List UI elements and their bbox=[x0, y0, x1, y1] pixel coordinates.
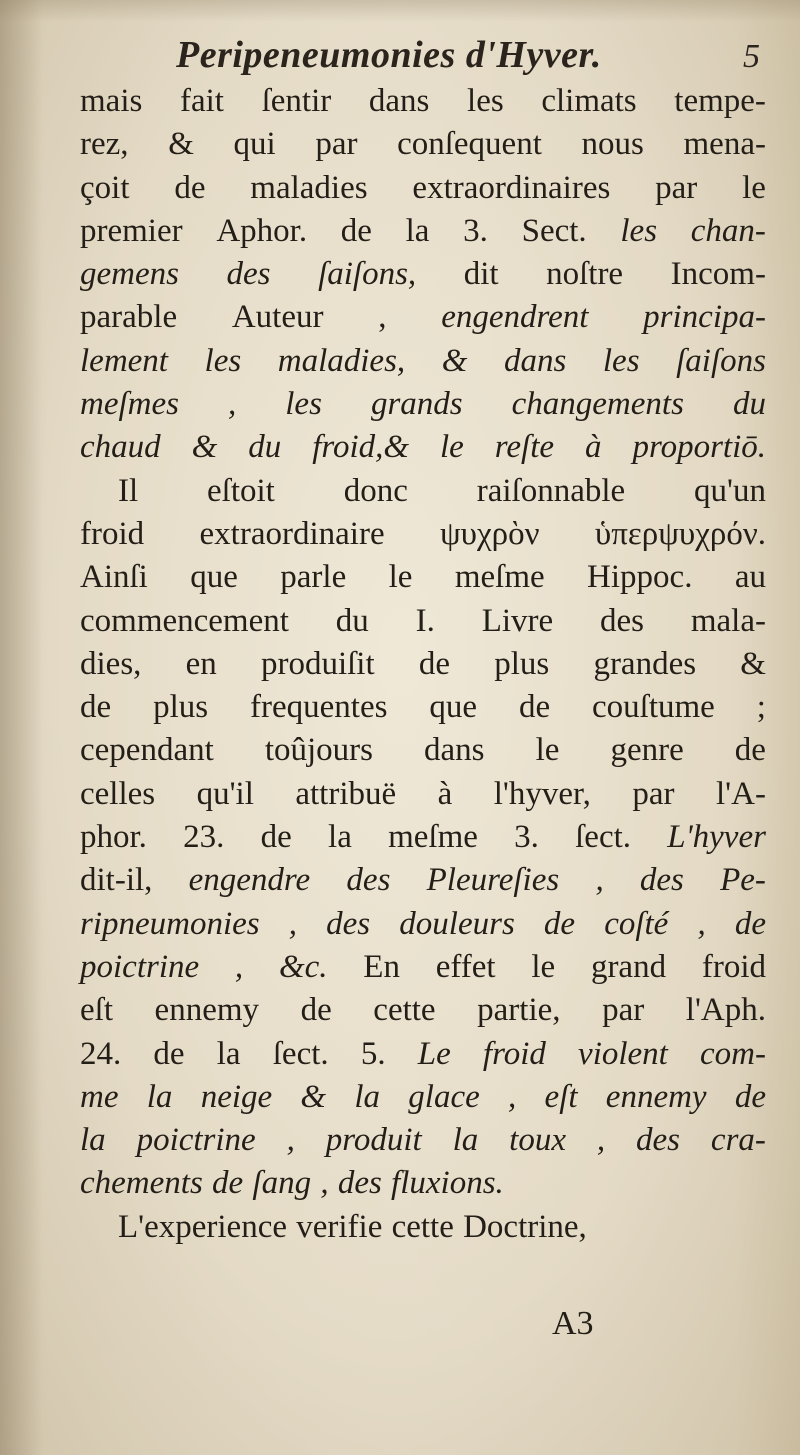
word: ψυχρὸν bbox=[439, 515, 540, 552]
word: premier bbox=[80, 212, 183, 249]
word: ſaiſons, bbox=[318, 256, 417, 293]
text-line bbox=[80, 1033, 766, 1076]
word: à bbox=[437, 775, 453, 812]
word: ὑπερψυχρόν. bbox=[594, 515, 766, 552]
word: , bbox=[234, 948, 244, 985]
word: , bbox=[697, 905, 706, 942]
word: toux bbox=[509, 1122, 566, 1159]
word: ſang bbox=[252, 1165, 312, 1202]
word: le bbox=[388, 559, 413, 596]
word: 3. bbox=[514, 819, 539, 856]
word: des bbox=[600, 602, 645, 639]
word: de bbox=[734, 1078, 766, 1115]
word: de bbox=[543, 905, 576, 942]
word: Hippoc. bbox=[587, 559, 693, 596]
word: ; bbox=[756, 689, 766, 726]
word: celles bbox=[80, 775, 156, 812]
word: par bbox=[655, 169, 698, 206]
word: cependant bbox=[80, 732, 214, 769]
word: phor. bbox=[80, 819, 147, 856]
word: gemens bbox=[80, 256, 179, 293]
word: Livre bbox=[481, 602, 554, 639]
word: de bbox=[212, 1165, 244, 1202]
word: de bbox=[153, 1035, 185, 1072]
word: grand bbox=[590, 948, 667, 985]
word: des bbox=[326, 905, 371, 942]
word: eſtoit bbox=[207, 472, 275, 509]
word: du bbox=[248, 429, 282, 466]
word: ſentir bbox=[261, 83, 332, 119]
word: mena- bbox=[683, 126, 766, 163]
word: le bbox=[535, 732, 560, 769]
word: Pe- bbox=[720, 862, 766, 899]
word: fluxions. bbox=[391, 1165, 504, 1202]
word: proportiō. bbox=[632, 429, 766, 466]
word: froid,& bbox=[312, 429, 410, 466]
word: Doctrine, bbox=[463, 1208, 587, 1245]
word: plus bbox=[494, 645, 550, 682]
word: Il bbox=[118, 472, 139, 509]
word: eſt bbox=[80, 992, 113, 1029]
text-line bbox=[80, 816, 766, 859]
word: Pleureſies bbox=[426, 862, 560, 899]
word: maladies, bbox=[277, 342, 406, 379]
text-line bbox=[80, 859, 766, 902]
word: de bbox=[80, 689, 112, 726]
word: meſmes bbox=[80, 386, 179, 423]
word: climats bbox=[541, 83, 637, 119]
word: de bbox=[260, 819, 292, 856]
word: par bbox=[632, 775, 675, 812]
text-line bbox=[80, 80, 766, 123]
word: , bbox=[227, 386, 237, 423]
text-line bbox=[80, 123, 766, 166]
word: Ainſi bbox=[80, 559, 148, 596]
word: la bbox=[405, 212, 430, 249]
word: lement bbox=[80, 342, 168, 379]
word: donc bbox=[343, 472, 408, 509]
word: reſte bbox=[494, 429, 555, 466]
word: violent bbox=[578, 1035, 668, 1072]
word: extraordinaire bbox=[199, 515, 385, 552]
word: froid bbox=[80, 515, 145, 552]
word: de bbox=[734, 905, 766, 942]
word: la bbox=[80, 1122, 106, 1159]
text-line bbox=[80, 253, 766, 296]
running-head-title: Peripeneumonies d'Hyver. bbox=[176, 34, 602, 76]
text-line bbox=[80, 1206, 766, 1249]
word: ennemy bbox=[605, 1078, 707, 1115]
word: des bbox=[636, 1122, 681, 1159]
word: Aphor. bbox=[216, 212, 308, 249]
signature-mark: A3 bbox=[552, 1305, 594, 1342]
text-line bbox=[80, 210, 766, 253]
word: engendrent bbox=[441, 299, 589, 336]
text-line bbox=[80, 340, 766, 383]
text-line bbox=[80, 383, 766, 426]
word: des bbox=[226, 256, 271, 293]
word: noſtre bbox=[546, 256, 624, 293]
text-line bbox=[80, 989, 766, 1032]
word: plus bbox=[153, 689, 209, 726]
text-line bbox=[80, 643, 766, 686]
word: grands bbox=[370, 386, 463, 423]
word: la bbox=[146, 1078, 173, 1115]
word: partie, bbox=[477, 992, 561, 1029]
text-line bbox=[80, 1162, 766, 1205]
text-line bbox=[80, 600, 766, 643]
word: au bbox=[734, 559, 766, 596]
word: & bbox=[300, 1078, 327, 1115]
word: dies, bbox=[80, 645, 142, 682]
word: la bbox=[216, 1035, 241, 1072]
word: , bbox=[288, 905, 298, 942]
word: qui bbox=[233, 126, 276, 163]
word: 24. bbox=[80, 1035, 122, 1072]
text-line bbox=[80, 946, 766, 989]
word: genre bbox=[610, 732, 684, 769]
word: 3. bbox=[463, 212, 488, 249]
word: les bbox=[285, 386, 322, 423]
text-line bbox=[80, 773, 766, 816]
word: & bbox=[191, 429, 218, 466]
word: que bbox=[429, 689, 478, 726]
word: ripneumonies bbox=[80, 905, 260, 942]
body-text bbox=[80, 80, 766, 1249]
word: les bbox=[620, 212, 658, 249]
word: cra- bbox=[710, 1122, 766, 1159]
top-edge-shadow bbox=[0, 0, 800, 22]
word: chements bbox=[80, 1165, 203, 1202]
word: de bbox=[340, 212, 372, 249]
word: &c. bbox=[278, 948, 328, 985]
word: , bbox=[596, 1122, 606, 1159]
word: dans bbox=[503, 342, 567, 379]
word: 23. bbox=[183, 819, 225, 856]
word: nous bbox=[581, 126, 644, 163]
word: grandes bbox=[593, 645, 697, 682]
word: de bbox=[518, 689, 551, 726]
word: , bbox=[595, 862, 604, 899]
word: de bbox=[734, 732, 766, 769]
page-number: 5 bbox=[743, 38, 760, 75]
word: poictrine bbox=[136, 1122, 256, 1159]
word: ſect. bbox=[272, 1035, 329, 1072]
word: commencement bbox=[80, 602, 289, 639]
word: le bbox=[440, 429, 464, 466]
text-line bbox=[80, 729, 766, 772]
word: raiſonnable bbox=[476, 472, 626, 509]
gutter-shadow bbox=[0, 0, 42, 1455]
word: de bbox=[418, 645, 451, 682]
running-head bbox=[80, 30, 766, 80]
word: , bbox=[320, 1165, 329, 1202]
word: ſaiſons bbox=[676, 342, 766, 379]
word: douleurs bbox=[399, 905, 515, 942]
word: le bbox=[531, 948, 556, 985]
word: à bbox=[585, 429, 602, 466]
word: des bbox=[639, 862, 684, 899]
word: produit bbox=[325, 1122, 422, 1159]
word: meſme bbox=[388, 819, 478, 856]
word: changements bbox=[511, 386, 684, 423]
word: , bbox=[508, 1078, 517, 1115]
word: de bbox=[174, 169, 206, 206]
word: froid bbox=[482, 1035, 546, 1072]
word: en bbox=[185, 645, 217, 682]
word: tempe- bbox=[674, 83, 766, 119]
word: neige bbox=[200, 1078, 273, 1115]
word: mala- bbox=[690, 602, 766, 639]
word: qu'un bbox=[694, 472, 766, 509]
word: dans bbox=[424, 732, 485, 769]
word: frequentes bbox=[250, 689, 388, 726]
word: la bbox=[328, 819, 352, 856]
word: produiſit bbox=[260, 645, 375, 682]
word: eſt bbox=[544, 1078, 578, 1115]
word: meſme bbox=[454, 559, 545, 596]
word: l'Aph. bbox=[685, 992, 766, 1029]
word: cette bbox=[373, 992, 436, 1029]
word: ſect. bbox=[575, 819, 632, 856]
word: Incom- bbox=[670, 256, 766, 293]
text-line bbox=[80, 903, 766, 946]
word: de bbox=[300, 992, 332, 1029]
word: cette bbox=[391, 1208, 454, 1245]
word: attribuë bbox=[295, 775, 397, 812]
text-line bbox=[80, 1076, 766, 1119]
word: 5. bbox=[360, 1035, 386, 1072]
word: , bbox=[378, 299, 387, 336]
text-line bbox=[80, 513, 766, 556]
text-line bbox=[80, 167, 766, 210]
word: extraordinaires bbox=[412, 169, 611, 206]
word: L'experience bbox=[118, 1208, 287, 1245]
word: coſté bbox=[604, 905, 669, 942]
word: & bbox=[740, 645, 766, 682]
word: que bbox=[190, 559, 238, 596]
word: la bbox=[452, 1122, 479, 1159]
word: dit bbox=[463, 256, 499, 293]
word: & bbox=[441, 342, 468, 379]
word: conſequent bbox=[397, 126, 542, 163]
text-line bbox=[80, 1119, 766, 1162]
word: l'hyver, bbox=[493, 775, 591, 812]
word: des bbox=[337, 1165, 382, 1202]
word: fait bbox=[179, 83, 224, 119]
word: poictrine bbox=[80, 948, 200, 985]
word: qu'il bbox=[196, 775, 254, 812]
word: engendre bbox=[188, 862, 311, 899]
word: maladies bbox=[250, 169, 368, 206]
word: couſtume bbox=[592, 689, 715, 726]
word: L'hyver bbox=[667, 819, 766, 856]
word: dit-il, bbox=[80, 862, 153, 899]
text-line bbox=[80, 470, 766, 513]
word: Sect. bbox=[521, 212, 587, 249]
word: Auteur bbox=[231, 299, 324, 336]
word: toûjours bbox=[264, 732, 373, 769]
word: & bbox=[168, 126, 194, 163]
word: les bbox=[467, 83, 504, 119]
word: Le bbox=[417, 1035, 451, 1072]
text-line bbox=[80, 296, 766, 339]
word: I. bbox=[415, 602, 435, 639]
word: chaud bbox=[80, 429, 161, 466]
word: froid bbox=[701, 948, 766, 985]
word: des bbox=[346, 862, 391, 899]
word: com- bbox=[700, 1035, 766, 1072]
word: chan- bbox=[690, 212, 766, 249]
word: glace bbox=[408, 1078, 480, 1115]
word: dans bbox=[368, 83, 430, 119]
word: rez, bbox=[80, 126, 129, 163]
word: çoit bbox=[80, 169, 130, 206]
word: mais bbox=[80, 83, 143, 119]
word: par bbox=[602, 992, 645, 1029]
text-line bbox=[80, 686, 766, 729]
word: les bbox=[602, 342, 640, 379]
word: la bbox=[354, 1078, 381, 1115]
text-line bbox=[80, 556, 766, 599]
word: principa- bbox=[643, 299, 766, 336]
word: effet bbox=[435, 948, 496, 985]
word: l'A- bbox=[716, 775, 766, 812]
word: ennemy bbox=[154, 992, 260, 1029]
word: parle bbox=[280, 559, 347, 596]
word: me bbox=[80, 1078, 119, 1115]
word: le bbox=[742, 169, 766, 206]
word: les bbox=[204, 342, 242, 379]
text-line bbox=[80, 426, 766, 469]
word: parable bbox=[80, 299, 178, 336]
word: du bbox=[335, 602, 369, 639]
word: par bbox=[315, 126, 358, 163]
word: verifie bbox=[296, 1208, 383, 1245]
word: , bbox=[286, 1122, 295, 1159]
word: En bbox=[363, 948, 400, 985]
word: du bbox=[732, 386, 766, 423]
